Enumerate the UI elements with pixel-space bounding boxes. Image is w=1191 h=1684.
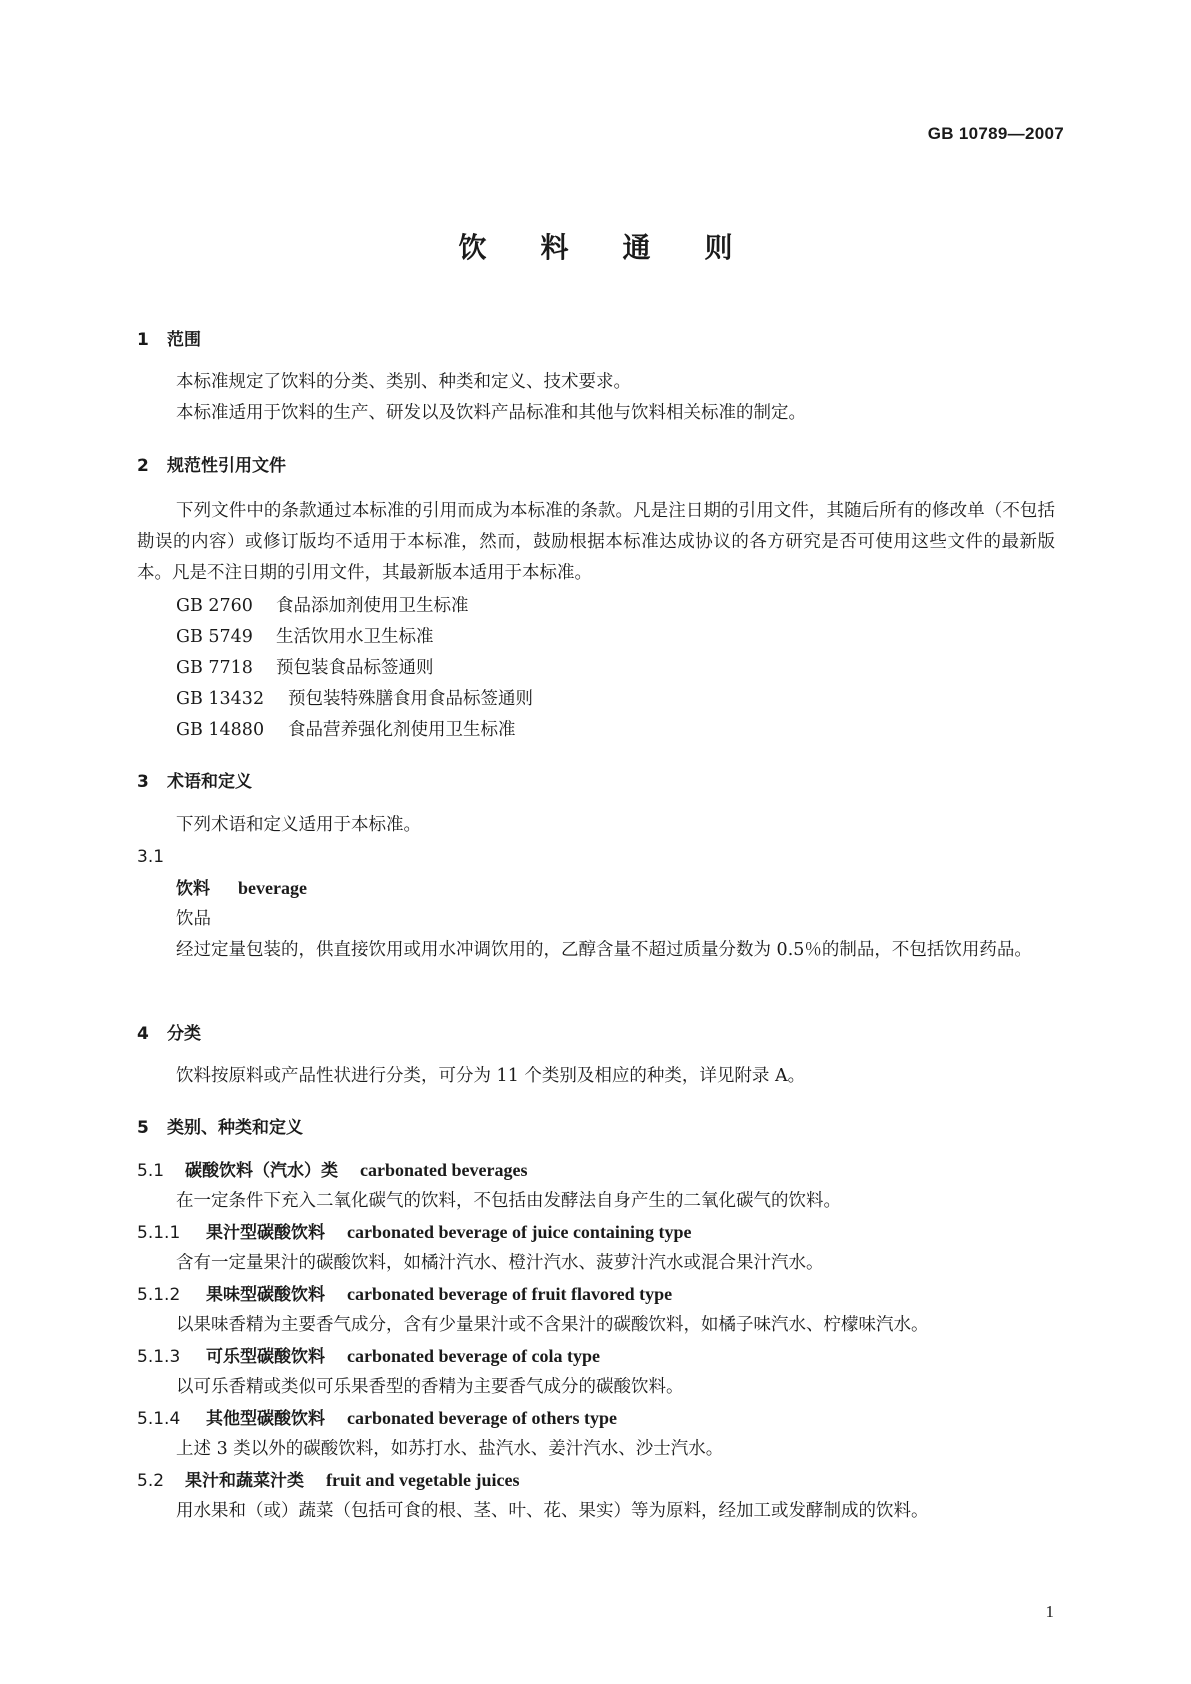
clause-heading [137, 1344, 600, 1369]
term-number: 3.1 [137, 847, 165, 867]
clause-title-cn: 其他型碳酸饮料 [206, 1409, 325, 1429]
reference-item [176, 594, 469, 618]
standard-code: GB 10789—2007 [927, 124, 1064, 143]
reference-title: 预包装食品标签通则 [276, 658, 434, 678]
clause-number: 5.1.1 [137, 1223, 181, 1243]
page-number: 1 [1045, 1602, 1054, 1621]
clause-title-cn: 果汁型碳酸饮料 [206, 1223, 325, 1243]
clause-heading [137, 1220, 691, 1245]
reference-code: GB 13432 [176, 689, 265, 709]
clause-title-cn: 果味型碳酸饮料 [206, 1285, 325, 1305]
reference-title: 生活饮用水卫生标准 [276, 627, 434, 647]
clause-definition: 以可乐香精或类似可乐果香型的香精为主要香气成分的碳酸饮料。 [176, 1377, 684, 1397]
document-title: 饮料通则 [458, 231, 787, 264]
clause-title-cn: 可乐型碳酸饮料 [206, 1347, 325, 1367]
paragraph: 本标准适用于饮料的生产、研发以及饮料产品标准和其他与饮料相关标准的制定。 [176, 403, 806, 423]
clause-definition: 上述 3 类以外的碳酸饮料，如苏打水、盐汽水、姜汁汽水、沙士汽水。 [176, 1439, 724, 1459]
clause-title-en: carbonated beverages [360, 1160, 528, 1180]
paragraph: 下列文件中的条款通过本标准的引用而成为本标准的条款。凡是注日期的引用文件，其随后所有的修改单（不包括勘误的内容）或修订版均不适用于本标准，然而，鼓励根据本标准达成协议的各方研究是否可使用这些文件的最新版本。凡是不注日期的引用文件，其最新版本适用于本标准。 [137, 501, 1055, 583]
clause-number: 5.1.2 [137, 1285, 181, 1305]
reference-item [176, 656, 434, 680]
clause-definition: 以果味香精为主要香气成分，含有少量果汁或不含果汁的碳酸饮料，如橘子味汽水、柠檬味汽水。 [176, 1315, 929, 1335]
clause-title-en: carbonated beverage of cola type [347, 1346, 600, 1366]
clause-title-en: carbonated beverage of juice containing type [347, 1222, 692, 1242]
paragraph: 饮料按原料或产品性状进行分类，可分为 11 个类别及相应的种类，详见附录 A。 [176, 1066, 806, 1086]
section-number: 3 [137, 772, 149, 792]
clause-title-en: carbonated beverage of fruit flavored type [347, 1284, 673, 1304]
clause-heading [137, 1406, 617, 1431]
reference-code: GB 7718 [176, 658, 253, 678]
reference-code: GB 5749 [176, 627, 253, 647]
section-3-heading [137, 770, 252, 794]
clause-definition: 用水果和（或）蔬菜（包括可食的根、茎、叶、花、果实）等为原料，经加工或发酵制成的饮料。 [176, 1501, 929, 1521]
reference-title: 预包装特殊膳食用食品标签通则 [288, 689, 533, 709]
clause-title-cn: 碳酸饮料（汽水）类 [185, 1161, 338, 1181]
section-1-heading [137, 328, 201, 352]
reference-item [176, 625, 434, 649]
section-number: 2 [137, 456, 149, 476]
section-4-heading [137, 1022, 201, 1046]
clause-heading [137, 1282, 672, 1307]
section-number: 4 [137, 1024, 149, 1044]
term-definition: 经过定量包装的，供直接饮用或用水冲调饮用的，乙醇含量不超过质量分数为 0.5％的制品，不包括饮用药品。 [176, 940, 1032, 960]
clause-definition: 含有一定量果汁的碳酸饮料，如橘汁汽水、橙汁汽水、菠萝汁汽水或混合果汁汽水。 [176, 1253, 824, 1273]
reference-item [176, 687, 533, 711]
term-cn: 饮料 [176, 879, 210, 899]
section-number: 1 [137, 330, 149, 350]
clause-number: 5.1 [137, 1161, 165, 1181]
section-5-heading [137, 1116, 303, 1140]
clause-title-en: carbonated beverage of others type [347, 1408, 617, 1428]
clause-number: 5.1.4 [137, 1409, 181, 1429]
section-2-heading [137, 454, 286, 478]
clause-definition: 在一定条件下充入二氧化碳气的饮料，不包括由发酵法自身产生的二氧化碳气的饮料。 [176, 1191, 841, 1211]
reference-title: 食品营养强化剂使用卫生标准 [288, 720, 516, 740]
section-number: 5 [137, 1118, 149, 1138]
reference-title: 食品添加剂使用卫生标准 [276, 596, 469, 616]
section-title: 术语和定义 [167, 772, 252, 792]
term-en: beverage [238, 878, 307, 898]
paragraph: 本标准规定了饮料的分类、类别、种类和定义、技术要求。 [176, 372, 631, 392]
reference-code: GB 2760 [176, 596, 253, 616]
term-synonym: 饮品 [176, 909, 211, 929]
clause-heading [137, 1468, 519, 1493]
section-title: 类别、种类和定义 [167, 1118, 303, 1138]
section-title: 规范性引用文件 [167, 456, 286, 476]
clause-heading [137, 1158, 527, 1183]
clause-number: 5.1.3 [137, 1347, 181, 1367]
section-title: 范围 [167, 330, 201, 350]
term-heading [176, 876, 307, 901]
paragraph: 下列术语和定义适用于本标准。 [176, 815, 421, 835]
reference-code: GB 14880 [176, 720, 265, 740]
clause-number: 5.2 [137, 1471, 165, 1491]
reference-item [176, 718, 516, 742]
clause-title-en: fruit and vegetable juices [326, 1470, 520, 1490]
section-title: 分类 [167, 1024, 201, 1044]
clause-title-cn: 果汁和蔬菜汁类 [185, 1471, 304, 1491]
